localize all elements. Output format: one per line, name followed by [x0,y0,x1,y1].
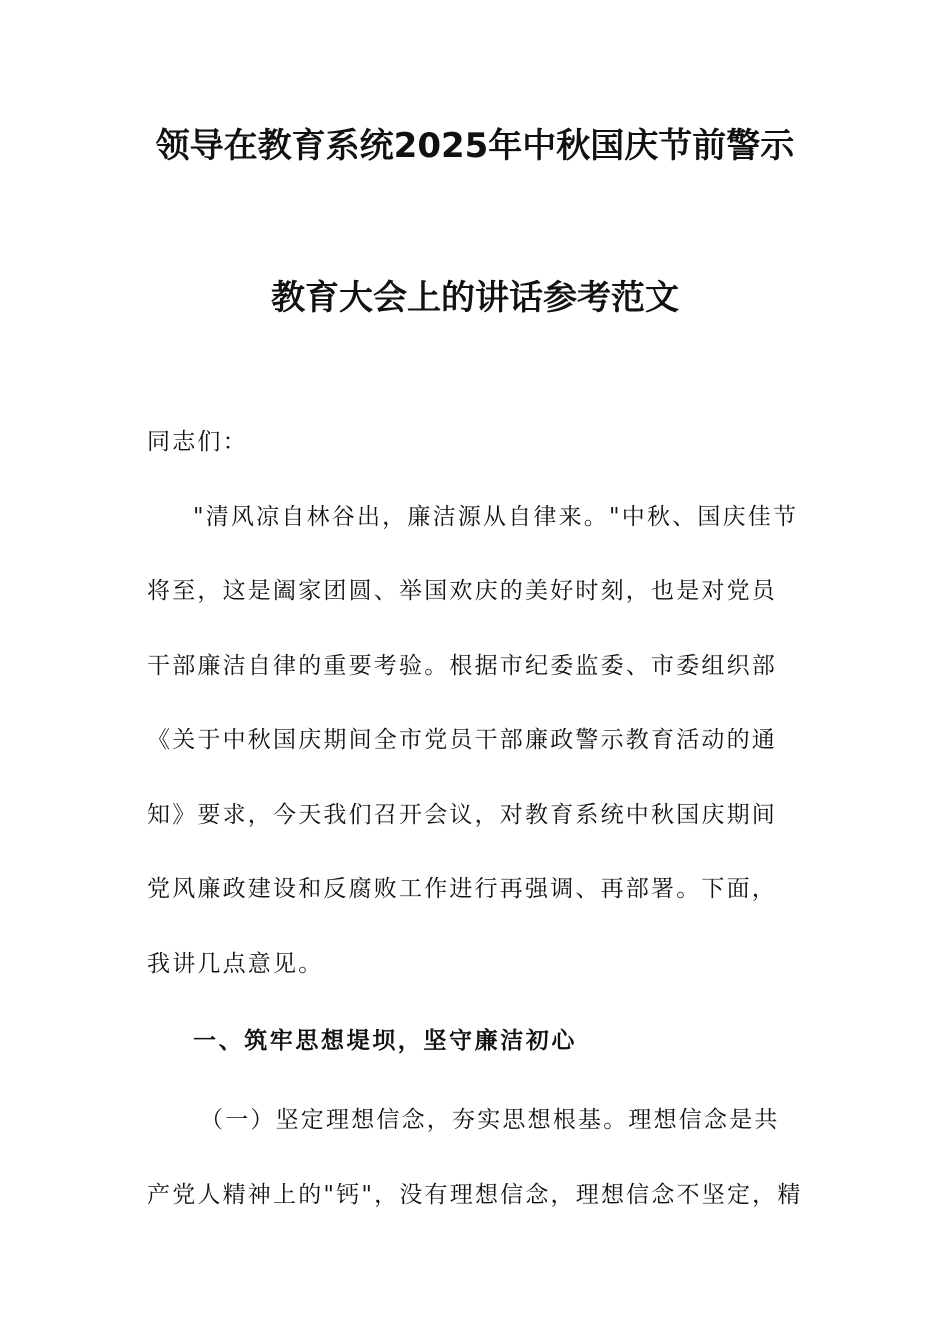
section-1-heading: 一、筑牢思想堤坝，坚守廉洁初心 [193,1027,577,1054]
document-title-line-1: 领导在教育系统2025年中秋国庆节前警示 [155,126,795,166]
paragraph-1-line-4: 《关于中秋国庆期间全市党员干部廉政警示教育活动的通 [147,727,777,753]
paragraph-1-line-2: 将至，这是阖家团圆、举国欢庆的美好时刻，也是对党员 [147,578,777,604]
paragraph-2-line-1: （一）坚定理想信念，夯实思想根基。理想信念是共 [200,1107,780,1133]
paragraph-1-line-7: 我讲几点意见。 [147,951,324,977]
paragraph-1-line-1: "清风凉自林谷出，廉洁源从自律来。"中秋、国庆佳节 [193,504,799,530]
paragraph-1-line-3: 干部廉洁自律的重要考验。根据市纪委监委、市委组织部 [147,653,777,679]
document-title-line-2: 教育大会上的讲话参考范文 [271,278,679,318]
salutation: 同志们： [147,429,248,455]
paragraph-1-line-6: 党风廉政建设和反腐败工作进行再强调、再部署。下面， [147,876,777,902]
paragraph-1-line-5: 知》要求，今天我们召开会议，对教育系统中秋国庆期间 [147,802,777,828]
paragraph-2-line-2: 产党人精神上的"钙"，没有理想信念，理想信念不坚定，精 [147,1182,803,1208]
